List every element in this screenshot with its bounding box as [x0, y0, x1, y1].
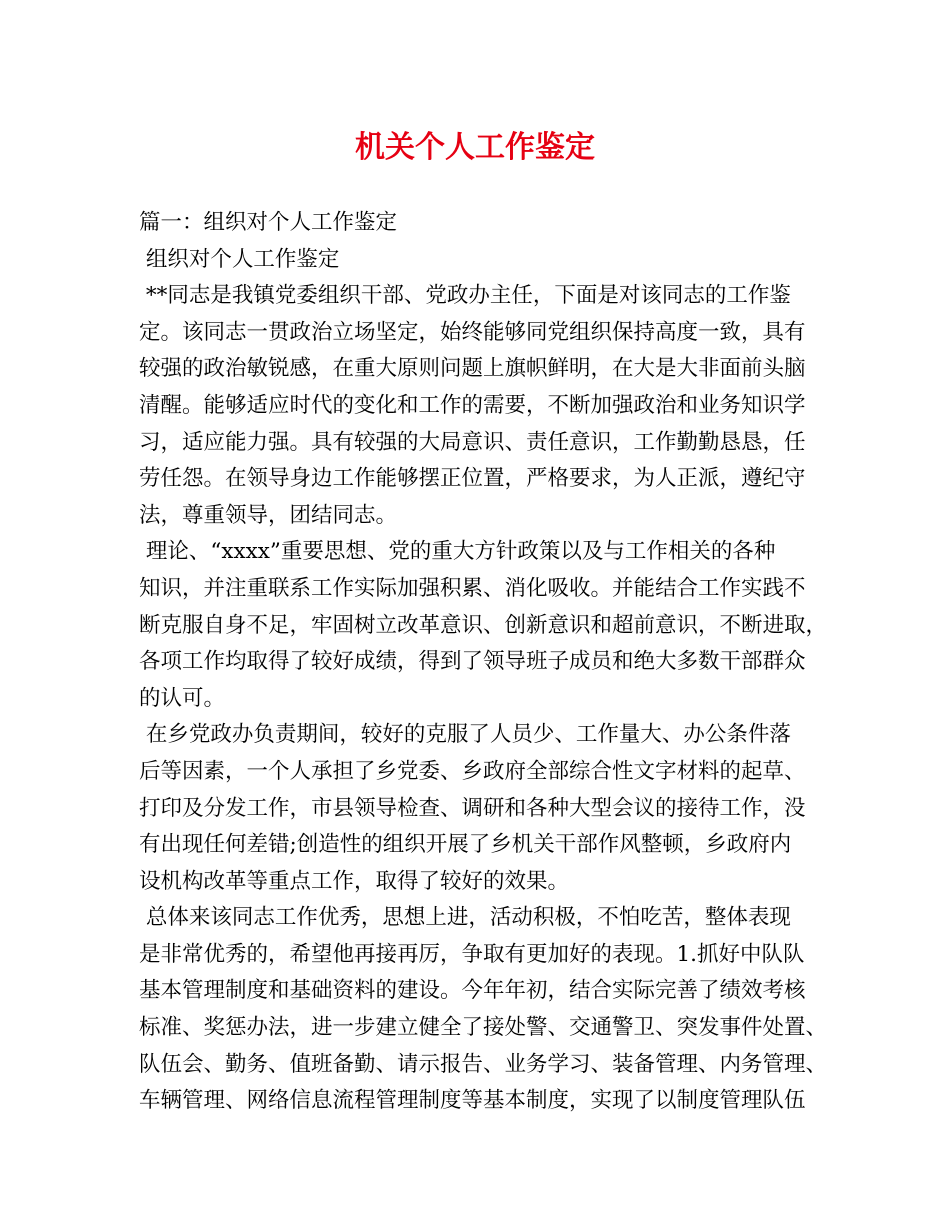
- text-line: 设机构改革等重点工作，取得了较好的效果。: [139, 868, 570, 894]
- text-line: 车辆管理、网络信息流程管理制度等基本制度，实现了以制度管理队伍: [139, 1088, 806, 1114]
- text-line: 法，尊重领导，团结同志。: [139, 502, 398, 528]
- text-line: 在乡党政办负责期间，较好的克服了人员少、工作量大、办公条件落: [139, 722, 791, 748]
- text-line: 定。该同志一贯政治立场坚定，始终能够同党组织保持高度一致，具有: [139, 319, 806, 345]
- text-line: 是非常优秀的，希望他再接再厉，争取有更加好的表现。1.抓好中队队: [139, 941, 805, 967]
- text-line: 的认可。: [139, 685, 226, 711]
- text-line: 较强的政治敏锐感，在重大原则问题上旗帜鲜明，在大是大非面前头脑: [139, 356, 806, 382]
- text-line: 组织对个人工作鉴定: [139, 246, 340, 272]
- text-line: 总体来该同志工作优秀，思想上进，活动积极，不怕吃苦，整体表现: [139, 905, 791, 931]
- text-line: 各项工作均取得了较好成绩，得到了领导班子成员和绝大多数干部群众: [139, 649, 806, 675]
- text-line: 清醒。能够适应时代的变化和工作的需要，不断加强政治和业务知识学: [139, 392, 806, 418]
- text-line: 篇一：组织对个人工作鉴定: [139, 210, 398, 235]
- text-line: 标准、奖惩办法，进一步建立健全了接处警、交通警卫、突发事件处置、: [139, 1015, 828, 1041]
- text-line: 劳任怨。在领导身边工作能够摆正位置，严格要求，为人正派，遵纪守: [139, 466, 806, 492]
- text-line: 有出现任何差错;创造性的组织开展了乡机关干部作风整顿，乡政府内: [139, 832, 792, 858]
- text-line: **同志是我镇党委组织干部、党政办主任，下面是对该同志的工作鉴: [139, 283, 791, 309]
- text-line: 后等因素，一个人承担了乡党委、乡政府全部综合性文字材料的起草、: [139, 758, 806, 784]
- text-line: 知识，并注重联系工作实际加强积累、消化吸收。并能结合工作实践不: [139, 575, 806, 601]
- text-line: 理论、“xxxx”重要思想、党的重大方针政策以及与工作相关的各种: [139, 539, 776, 565]
- text-line: 习，适应能力强。具有较强的大局意识、责任意识，工作勤勤恳恳，任: [139, 429, 806, 455]
- text-line: 断克服自身不足，牢固树立改革意识、创新意识和超前意识，不断进取，: [139, 612, 828, 638]
- document-body: [139, 205, 829, 1120]
- document-title: 机关个人工作鉴定: [355, 130, 595, 165]
- text-line: 基本管理制度和基础资料的建设。今年年初，结合实际完善了绩效考核: [139, 978, 806, 1004]
- text-line: 打印及分发工作，市县领导检查、调研和各种大型会议的接待工作，没: [139, 795, 806, 821]
- text-line: 队伍会、勤务、值班备勤、请示报告、业务学习、装备管理、内务管理、: [139, 1051, 828, 1077]
